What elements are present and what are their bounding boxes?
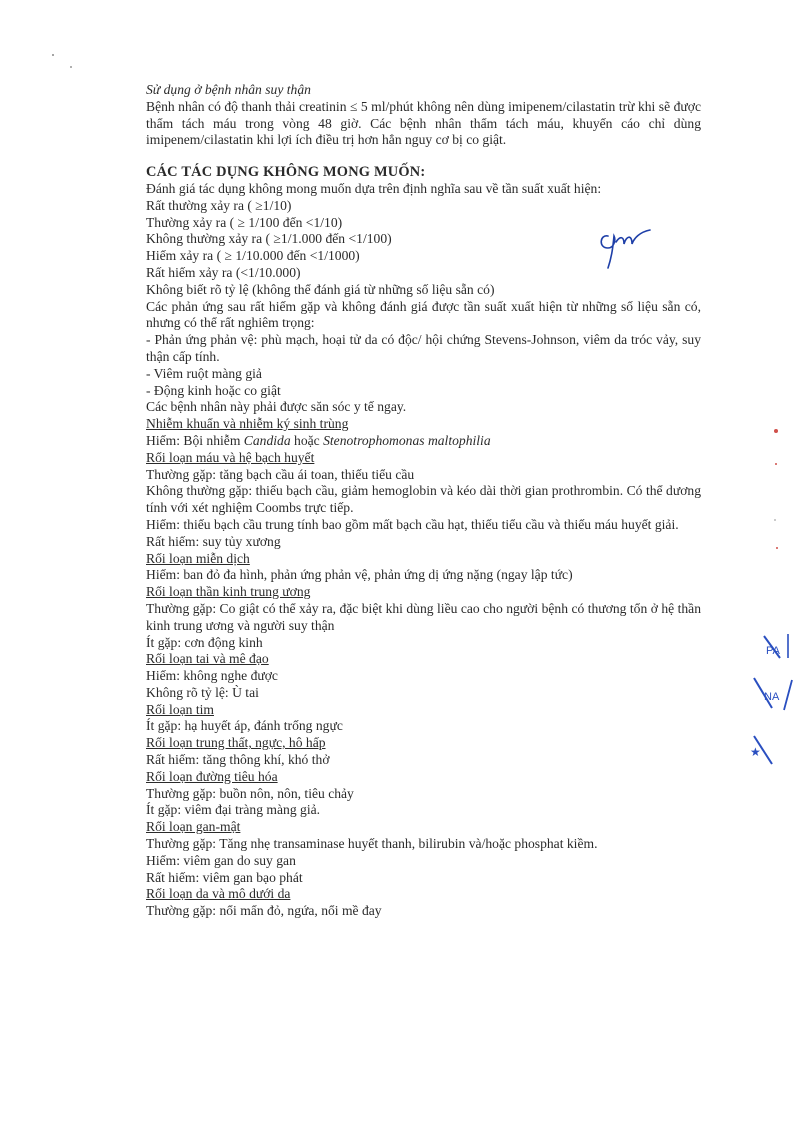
- rare-outro: Các bệnh nhân này phải được săn sóc y tế ngay.: [146, 399, 407, 415]
- section-line: Ít gặp: cơn động kinh: [146, 634, 263, 650]
- frequency-intro: Đánh giá tác dụng không mong muốn dựa trên định nghĩa sau về tần suất xuất hiện:: [146, 180, 602, 196]
- section-line: Rất hiếm: suy tủy xương: [146, 533, 281, 549]
- frequency-item: Rất hiếm xảy ra (<1/10.000): [146, 264, 301, 280]
- section-line: Ít gặp: viêm đại tràng màng giả.: [146, 802, 321, 818]
- line-prefix: Hiếm: Bội nhiễm: [146, 432, 244, 448]
- section-line: Rất hiếm: tăng thông khí, khó thở: [146, 752, 330, 768]
- section-line: Thường gặp: buồn nôn, nôn, tiêu chảy: [146, 785, 354, 801]
- section-title-infections: Nhiễm khuẩn và nhiễm ký sinh trùng: [146, 416, 349, 432]
- frequency-item: Hiếm xảy ra ( ≥ 1/10.000 đến <1/1000): [146, 248, 360, 264]
- rare-reactions-list: [146, 332, 701, 399]
- renal-paragraph: Bệnh nhân có độ thanh thải creatinin ≤ 5 ml/phút không nên dùng imipenem/cilastatin trừ khi sẽ được thẩm tách máu trong vòng 48 giờ. Các bệnh nhân thẩm tách máu, khuyến cáo chỉ dùng imipenem/cilastatin khi lợi ích điều trị hơn hẳn nguy cơ bị co giật.: [146, 98, 701, 148]
- rare-intro: Các phản ứng sau rất hiếm gặp và không đánh giá được tần suất xuất hiện từ những số liệu sẵn có, nhưng có thể rất nghiêm trọng:: [146, 298, 701, 331]
- document-body: [146, 82, 701, 920]
- handwritten-signature: [594, 222, 654, 272]
- section-title-ear: Rối loạn tai và mê đạo: [146, 651, 269, 667]
- section-title-gastrointestinal: Rối loạn đường tiêu hóa: [146, 768, 278, 784]
- frequency-item: Rất thường xảy ra ( ≥1/10): [146, 197, 292, 213]
- section-title-skin: Rối loạn da và mô dưới da: [146, 886, 291, 902]
- stamp-text: NA: [764, 691, 780, 703]
- section-line: Hiếm: thiếu bạch cầu trung tính bao gồm mất bạch cầu hạt, thiếu tiểu cầu và thiếu máu huyết giải.: [146, 516, 679, 532]
- section-title-immune: Rối loạn miễn dịch: [146, 550, 250, 566]
- section-line: Hiếm: không nghe được: [146, 668, 278, 684]
- section-line: Thường gặp: tăng bạch cầu ái toan, thiếu tiểu cầu: [146, 466, 415, 482]
- rare-reaction-item: - Viêm ruột màng giả: [146, 365, 262, 381]
- frequency-item: Thường xảy ra ( ≥ 1/100 đến <1/10): [146, 214, 343, 230]
- section-title-heart: Rối loạn tim: [146, 701, 214, 717]
- section-line: Không rõ tỷ lệ: Ù tai: [146, 684, 259, 700]
- rare-reaction-item: - Động kinh hoặc co giật: [146, 382, 281, 398]
- organism-name: Stenotrophomonas maltophilia: [323, 432, 491, 448]
- section-title-blood: Rối loạn máu và hệ bạch huyết: [146, 449, 315, 465]
- organism-name: Candida: [243, 432, 291, 448]
- section-line: Thường gặp: nổi mẩn đỏ, ngứa, nổi mề đay: [146, 903, 382, 919]
- frequency-item: Không biết rõ tỷ lệ (không thể đánh giá từ những số liệu sẵn có): [146, 281, 495, 297]
- section-line: Rất hiếm: viêm gan bạo phát: [146, 869, 303, 885]
- section-title-hepatobiliary: Rối loạn gan-mật: [146, 819, 241, 835]
- section-line: Thường gặp: Co giật có thể xảy ra, đặc biệt khi dùng liều cao cho người bệnh có thương tổn ở hệ thần kinh trung ương và người suy thận: [146, 600, 701, 633]
- stamp-fragment: [742, 628, 799, 768]
- section-line: Thường gặp: Tăng nhẹ transaminase huyết thanh, bilirubin và/hoặc phosphat kiềm.: [146, 836, 598, 852]
- section-line: Hiếm: ban đỏ đa hình, phản ứng phản vệ, phản ứng dị ứng nặng (ngay lập tức): [146, 567, 573, 583]
- section-line: Ít gặp: hạ huyết áp, đánh trống ngực: [146, 718, 343, 734]
- rare-reaction-item: - Phản ứng phản vệ: phù mạch, hoại tử da có độc/ hội chứng Stevens-Johnson, viêm da tróc vảy, suy thận cấp tính.: [146, 332, 701, 364]
- adverse-effects-heading: CÁC TÁC DỤNG KHÔNG MONG MUỐN:: [146, 164, 426, 181]
- section-title-cns: Rối loạn thần kinh trung ương: [146, 584, 311, 600]
- stamp-text: PA: [766, 645, 780, 657]
- section-line: Hiếm: viêm gan do suy gan: [146, 852, 296, 868]
- section-title-respiratory: Rối loạn trung thất, ngực, hô hấp: [146, 735, 326, 751]
- stamp-star: ★: [750, 745, 761, 759]
- renal-section-title: Sử dụng ở bệnh nhân suy thận: [146, 82, 311, 97]
- section-line: Không thường gặp: thiếu bạch cầu, giảm hemoglobin và kéo dài thời gian prothrombin. Có thể dương tính với xét nghiệm Coombs trực tiếp.: [146, 483, 701, 516]
- line-middle: hoặc: [290, 432, 324, 448]
- frequency-item: Không thường xảy ra ( ≥1/1.000 đến <1/100): [146, 231, 392, 247]
- section-line: [146, 433, 701, 450]
